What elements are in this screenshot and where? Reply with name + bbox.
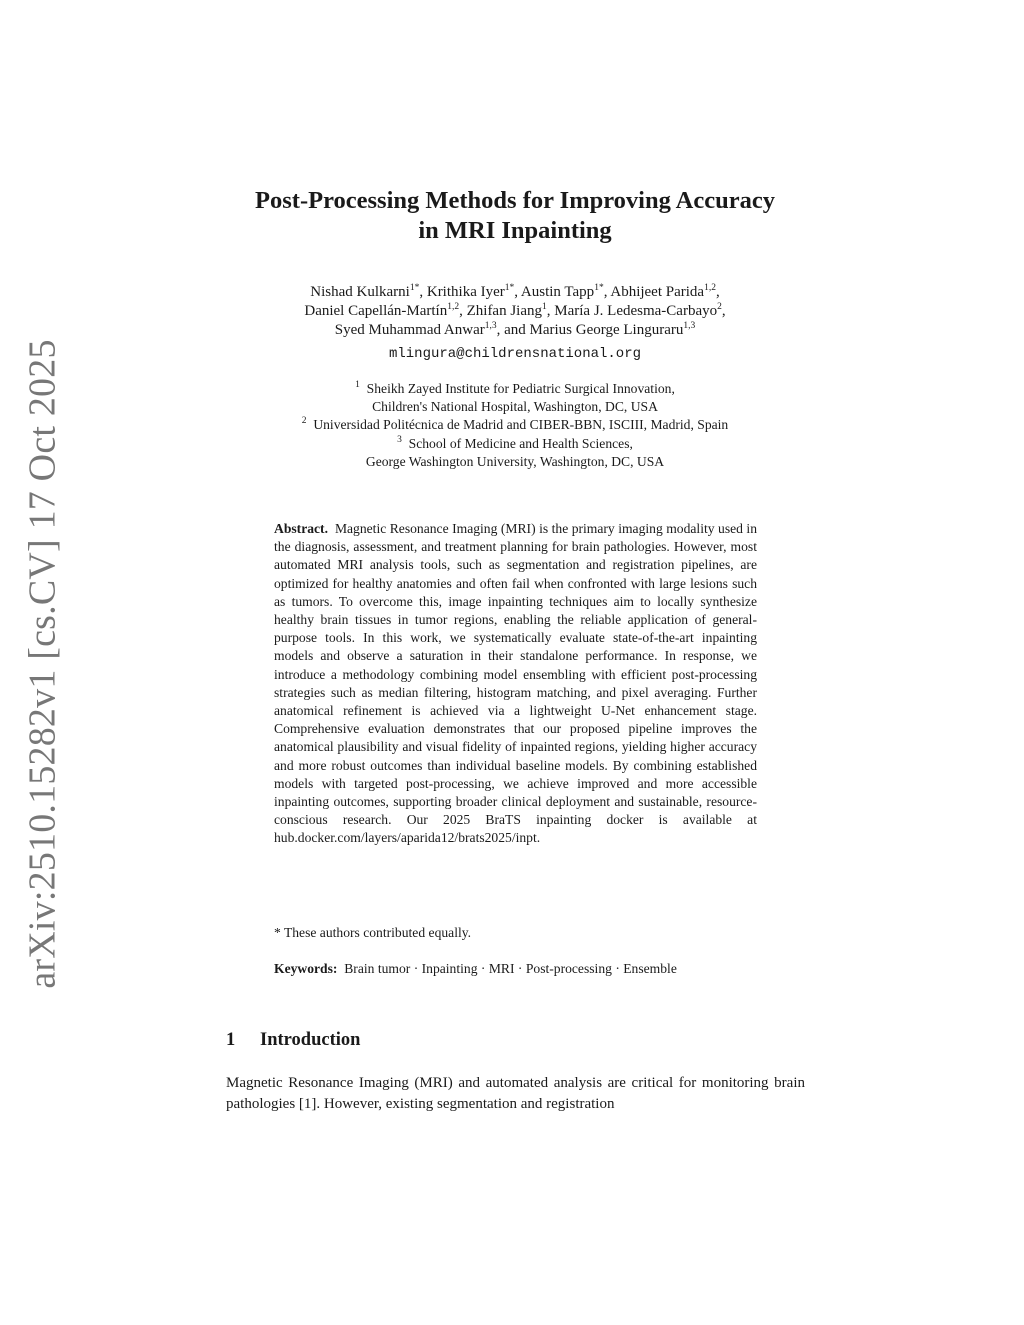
section-title: Introduction <box>260 1030 361 1050</box>
author-name: , Zhifan Jiang <box>459 303 543 319</box>
keywords-text: Brain tumor · Inpainting · MRI · Post-processing · Ensemble <box>344 961 677 976</box>
paper-title <box>180 186 850 246</box>
abstract-label: Abstract. <box>274 521 328 536</box>
title-line-1: Post-Processing Methods for Improving Accuracy <box>255 187 775 214</box>
affiliation-3: $^3$ School of Medicine and Health Sciences, <box>397 434 633 451</box>
author-affil-sup: 1* <box>504 283 515 293</box>
author-name: , and Marius George Linguraru <box>496 322 684 338</box>
author-name: , Krithika Iyer <box>419 284 505 300</box>
corresponding-email: mlingura@childrensnational.org <box>388 346 642 362</box>
author-name: , María J. Ledesma-Carbayo <box>546 303 718 319</box>
author-affil-sup: 1,3 <box>683 321 696 331</box>
author-name: Syed Muhammad Anwar <box>334 322 485 338</box>
author-affil-sup: 1,2 <box>447 302 460 312</box>
affiliation-2: $^2$ Universidad Politécnica de Madrid and CIBER-BBN, ISCIII, Madrid, Spain <box>301 416 729 433</box>
author-name: Nishad Kulkarni <box>310 284 410 300</box>
author-affil-sup: 1,2 <box>704 283 716 293</box>
author-affil-sup: 1* <box>409 283 420 293</box>
section-heading-introduction <box>226 1030 360 1051</box>
abstract-text: Magnetic Resonance Imaging (MRI) is the primary imaging modality used in the diagnosis, assessment, and treatment planning for brain pathologies. However, most automated MRI analysis tools, such as segmentation and registration pipelines, are optimized for healthy anatomies and often fail when confronted with large lesions such as tumors. To overcome this, image inpainting techniques aim to locally synthesize healthy brain tissues in tumor regions, enabling the reliable application of general-purpose tools. In this work, we systematically evaluate state-of-the-art inpainting models and observe a saturation in their standalone performance. In response, we introduce a methodology combining model ensembling with efficient post-processing strategies such as median filtering, histogram matching, and pixel averaging. Further anatomical refinement is achieved via a lightweight U-Net enhancement stage. Comprehensive evaluation demonstrates that our proposed pipeline improves the anatomical plausibility and visual fidelity of inpainted regions, yielding higher accuracy and more robust outcomes than individual baseline models. By combining established models with targeted post-processing, we achieve improved and more accessible inpainting outcomes, supporting broader clinical deployment and sustainable, resource-conscious research. Our 2025 BraTS inpainting docker is available at hub.docker.com/layers/aparida12/brats2025/inpt. <box>274 521 757 846</box>
affiliation-3-line-2: George Washington University, Washington, DC, USA <box>365 453 665 469</box>
keywords <box>274 960 757 978</box>
author-line-3 <box>200 321 830 340</box>
equal-contribution-footnote: * These authors contributed equally. <box>274 925 472 940</box>
author-affil-sup: 2 <box>717 302 722 312</box>
affiliation-1: $^1$ Sheikh Zayed Institute for Pediatric Surgical Innovation, <box>355 380 675 396</box>
author-name: , Abhijeet Parida <box>603 284 705 300</box>
arxiv-id-text: arXiv:2510.15282v1 [cs.CV] 17 Oct 2025 <box>22 339 65 989</box>
author-name: , Austin Tapp <box>514 284 595 300</box>
affiliation-1-line-2: Children's National Hospital, Washington, DC, USA <box>372 399 658 415</box>
keywords-label: Keywords: <box>274 961 338 976</box>
arxiv-identifier-stamp <box>12 339 74 989</box>
affiliation-list <box>200 380 830 471</box>
abstract <box>274 520 757 848</box>
author-list <box>200 283 830 340</box>
section-number: 1 <box>226 1030 236 1050</box>
author-line-1: Nishad Kulkarni$^{1*}$, Krithika Iyer$^{1*}$, Austin Tapp$^{1*}$, Abhijeet Parida$^{1,2}$, <box>310 283 720 300</box>
title-line-2: in MRI Inpainting <box>418 217 612 244</box>
author-affil-sup: 1* <box>594 283 604 293</box>
author-line-2: Daniel Capellán-Martín$^{1,2}$, Zhifan Jiang$^1$, María J. Ledesma-Carbayo$^2$, <box>304 302 726 319</box>
author-name: Daniel Capellán-Martín <box>304 303 448 319</box>
author-affil-sup: 1 <box>542 302 547 312</box>
author-affil-sup: 1,3 <box>484 321 497 331</box>
introduction-paragraph: Magnetic Resonance Imaging (MRI) and automated analysis are critical for monitoring brain pathologies [1]. However, existing segmentation and registration <box>226 1075 805 1112</box>
